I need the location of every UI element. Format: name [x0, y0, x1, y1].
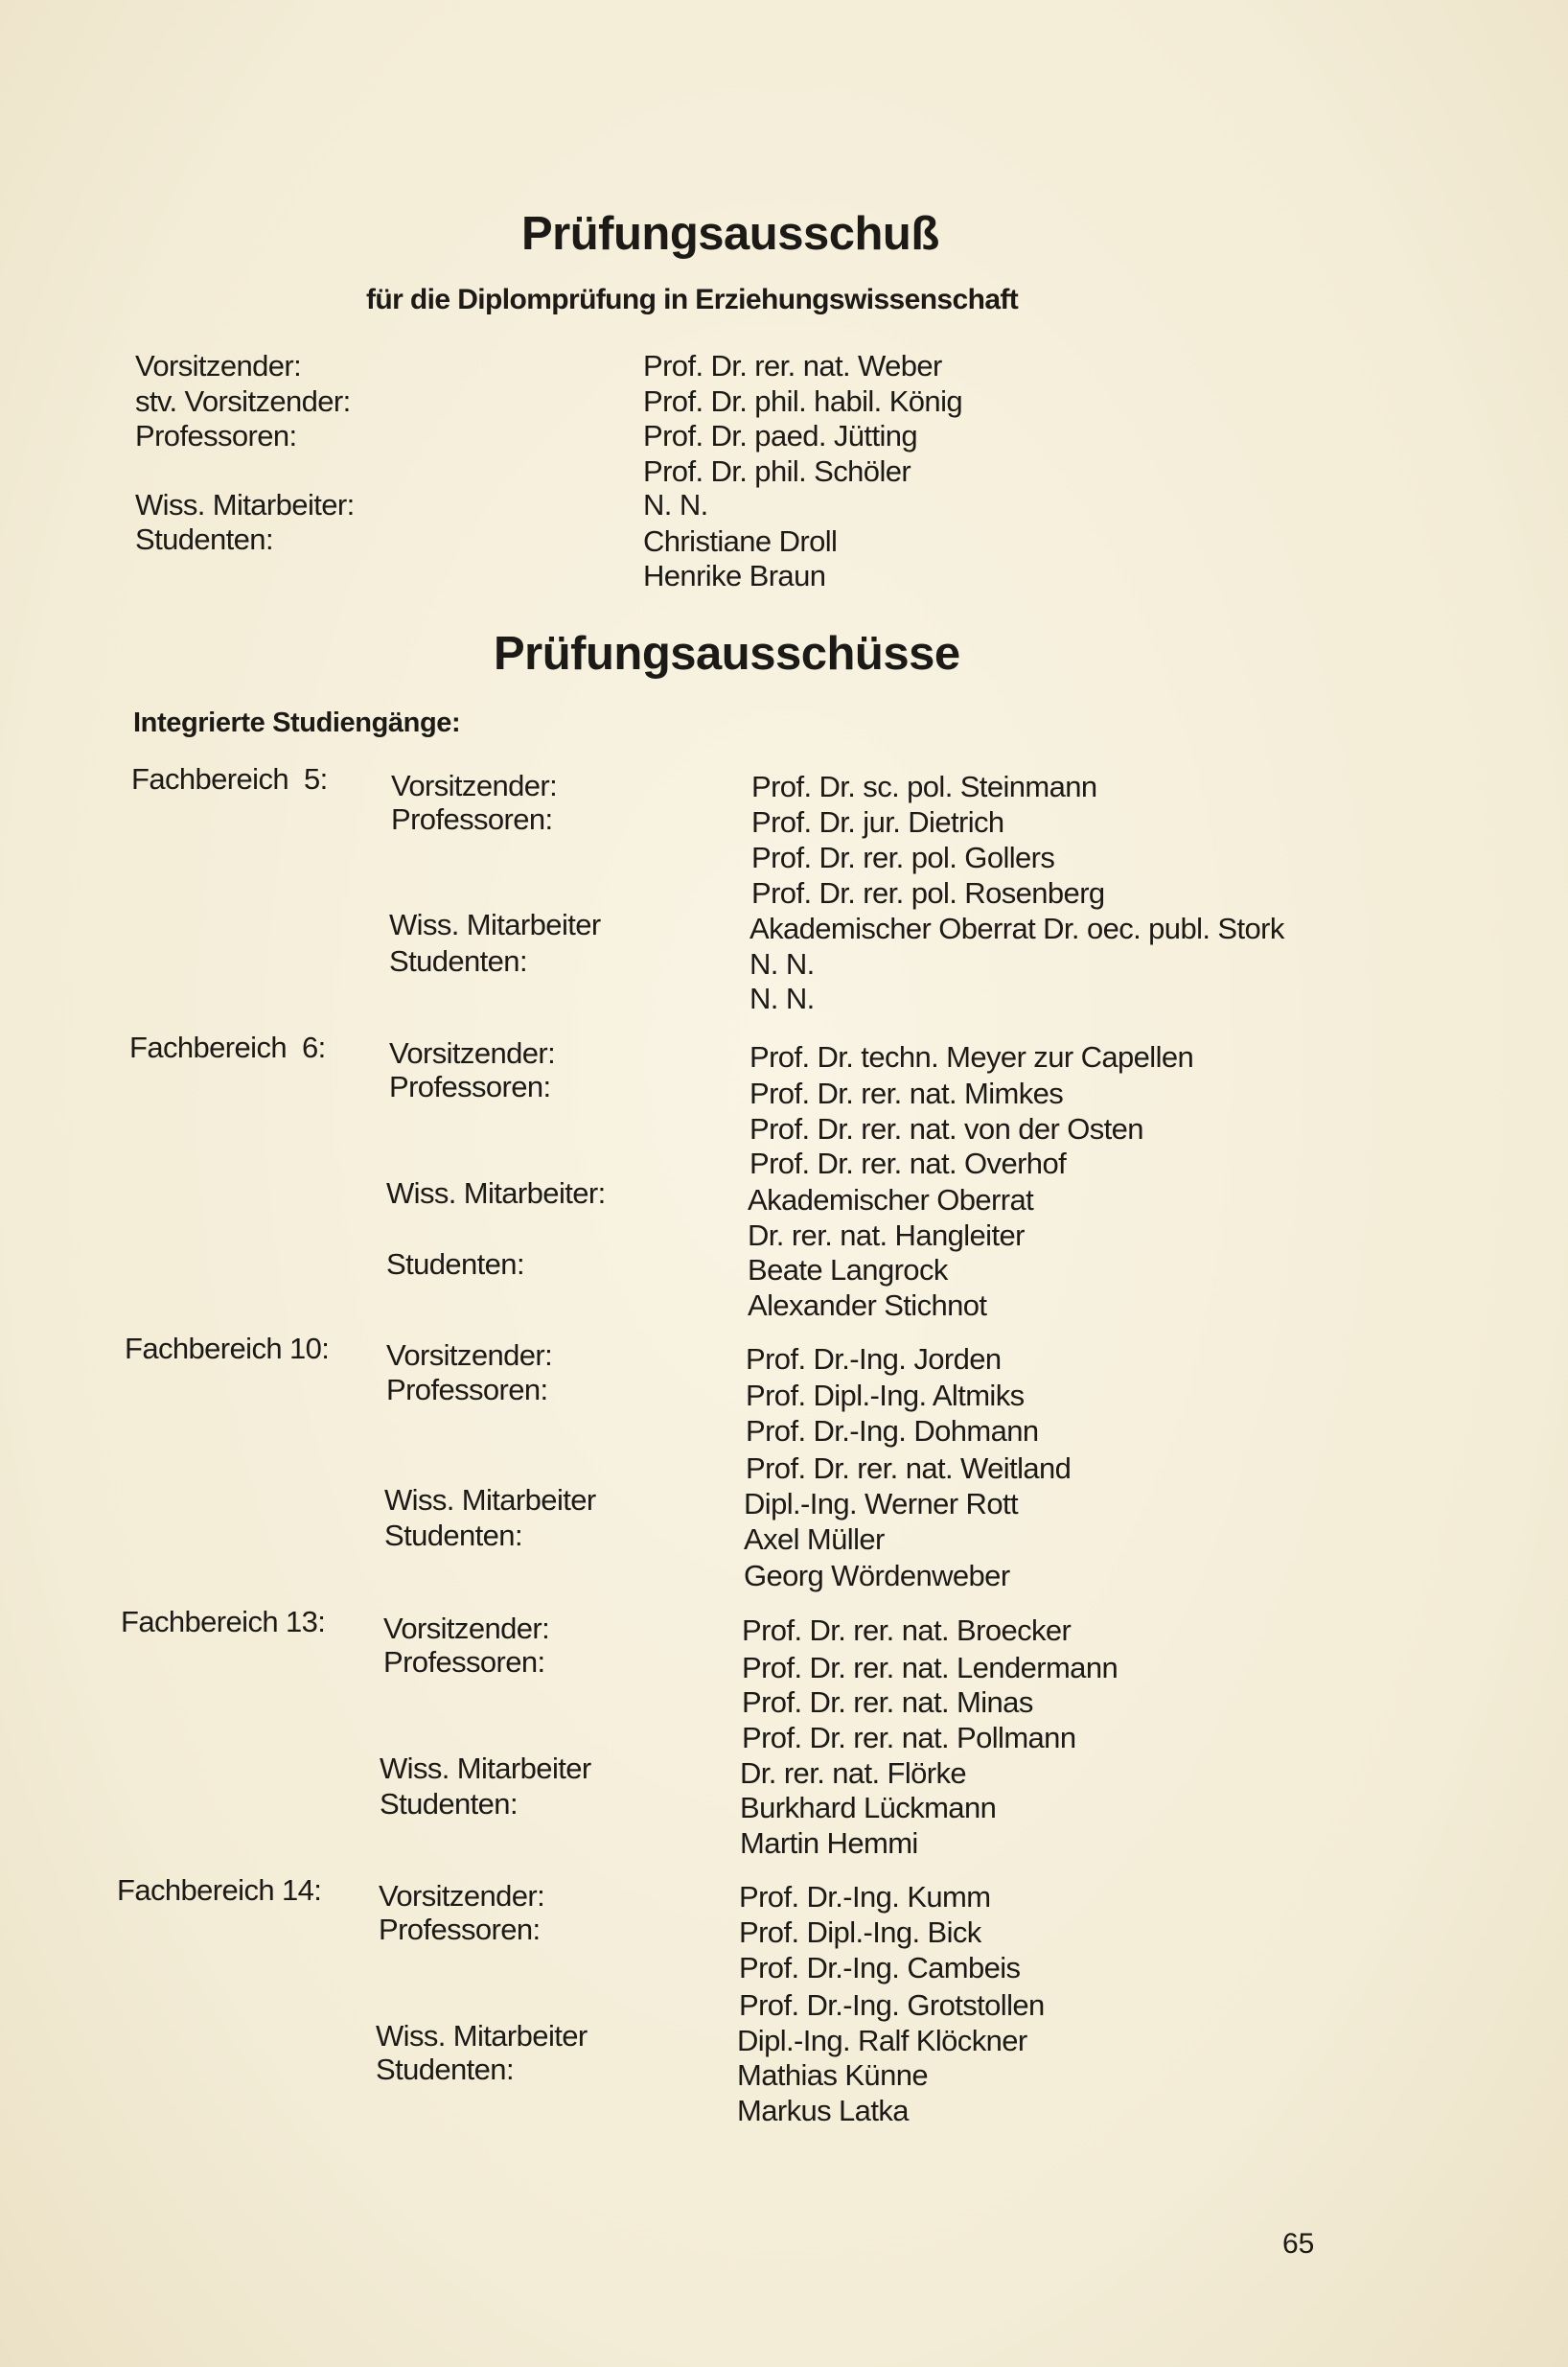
department-label: Fachbereich 5: [131, 762, 328, 796]
role-label: Studenten: [384, 1519, 522, 1552]
member-name: N. N. [749, 982, 815, 1015]
department-label: Fachbereich 6: [129, 1031, 326, 1064]
department-label: Fachbereich 14: [117, 1873, 322, 1907]
member-name: Prof. Dr. rer. nat. Broecker [742, 1613, 1072, 1647]
member-name: Prof. Dr.-Ing. Cambeis [739, 1951, 1021, 1984]
member-name: Prof. Dr. rer. nat. Minas [742, 1685, 1033, 1719]
section-subheading: Integrierte Studiengänge: [133, 708, 461, 738]
member-name: Prof. Dr. rer. nat. Overhof [749, 1147, 1067, 1180]
member-name: Dipl.-Ing. Werner Rott [744, 1487, 1018, 1520]
role-label: Wiss. Mitarbeiter: [386, 1176, 606, 1210]
role-label: Studenten: [389, 944, 527, 978]
role-label: Studenten: [135, 522, 273, 556]
member-name: Martin Hemmi [740, 1826, 918, 1860]
role-label: Wiss. Mitarbeiter: [135, 488, 355, 522]
member-name: Axel Müller [744, 1522, 885, 1556]
member-name: Dr. rer. nat. Hangleiter [748, 1218, 1025, 1252]
role-label: Wiss. Mitarbeiter [380, 1752, 591, 1785]
role-label: Professoren: [379, 1913, 541, 1946]
member-name: Prof. Dr. rer. nat. von der Osten [749, 1112, 1143, 1146]
role-label: Vorsitzender: [383, 1612, 550, 1645]
member-name: Prof. Dr. rer. nat. Weitland [746, 1451, 1072, 1485]
member-name: Prof. Dr.-Ing. Jorden [746, 1342, 1002, 1376]
member-name: Dipl.-Ing. Ralf Klöckner [737, 2024, 1027, 2057]
department-label: Fachbereich 13: [121, 1605, 326, 1638]
member-name: Akademischer Oberrat [748, 1183, 1034, 1217]
member-name: Prof. Dr. rer. nat. Lendermann [742, 1651, 1118, 1684]
member-name: Prof. Dr. rer. nat. Weber [643, 349, 942, 383]
member-name: Prof. Dr. rer. pol. Gollers [751, 841, 1055, 874]
member-name: Prof. Dr. rer. nat. Pollmann [742, 1721, 1076, 1754]
member-name: Georg Wördenweber [744, 1559, 1010, 1592]
section-title: Prüfungsausschuß [521, 208, 939, 260]
section-subtitle: für die Diplomprüfung in Erziehungswissenschaft [366, 284, 1019, 315]
member-name: Prof. Dipl.-Ing. Altmiks [746, 1379, 1025, 1412]
member-name: Christiane Droll [643, 524, 838, 558]
role-label: Professoren: [383, 1645, 545, 1679]
member-name: N. N. [749, 947, 815, 981]
member-name: Prof. Dr. sc. pol. Steinmann [751, 770, 1097, 803]
member-name: Prof. Dr. phil. habil. König [643, 384, 962, 418]
member-name: Prof. Dr. jur. Dietrich [751, 805, 1004, 839]
role-label: Professoren: [386, 1373, 548, 1406]
role-label: stv. Vorsitzender: [135, 384, 351, 418]
member-name: Burkhard Lückmann [740, 1791, 997, 1824]
member-name: Henrike Braun [643, 559, 826, 592]
role-label: Wiss. Mitarbeiter [376, 2019, 588, 2053]
role-label: Vorsitzender: [379, 1879, 545, 1913]
member-name: Prof. Dr.-Ing. Dohmann [746, 1414, 1039, 1448]
member-name: Prof. Dr. paed. Jütting [643, 419, 918, 453]
role-label: Studenten: [376, 2053, 514, 2086]
member-name: Prof. Dr. phil. Schöler [643, 454, 911, 488]
role-label: Studenten: [380, 1787, 518, 1821]
role-label: Vorsitzender: [391, 769, 558, 802]
section-title: Prüfungsausschüsse [494, 628, 960, 680]
role-label: Vorsitzender: [135, 349, 302, 383]
role-label: Professoren: [391, 802, 553, 836]
role-label: Studenten: [386, 1247, 524, 1281]
member-name: Akademischer Oberrat Dr. oec. publ. Stork [749, 912, 1284, 945]
role-label: Vorsitzender: [386, 1338, 553, 1372]
member-name: Prof. Dr. techn. Meyer zur Capellen [749, 1040, 1194, 1074]
page-number: 65 [1282, 2228, 1315, 2260]
department-label: Fachbereich 10: [125, 1332, 330, 1365]
role-label: Professoren: [389, 1070, 551, 1103]
member-name: Mathias Künne [737, 2058, 928, 2092]
member-name: Prof. Dr. rer. pol. Rosenberg [751, 876, 1105, 910]
role-label: Wiss. Mitarbeiter [384, 1483, 596, 1517]
member-name: Alexander Stichnot [748, 1288, 987, 1322]
member-name: Markus Latka [737, 2094, 909, 2127]
role-label: Vorsitzender: [389, 1036, 556, 1070]
role-label: Professoren: [135, 419, 297, 453]
role-label: Wiss. Mitarbeiter [389, 908, 601, 941]
member-name: Prof. Dr. rer. nat. Mimkes [749, 1077, 1064, 1110]
member-name: Beate Langrock [748, 1253, 948, 1287]
member-name: N. N. [643, 488, 708, 522]
member-name: Prof. Dr.-Ing. Kumm [739, 1880, 991, 1914]
member-name: Dr. rer. nat. Flörke [740, 1756, 967, 1790]
member-name: Prof. Dipl.-Ing. Bick [739, 1915, 981, 1949]
member-name: Prof. Dr.-Ing. Grotstollen [739, 1988, 1045, 2022]
